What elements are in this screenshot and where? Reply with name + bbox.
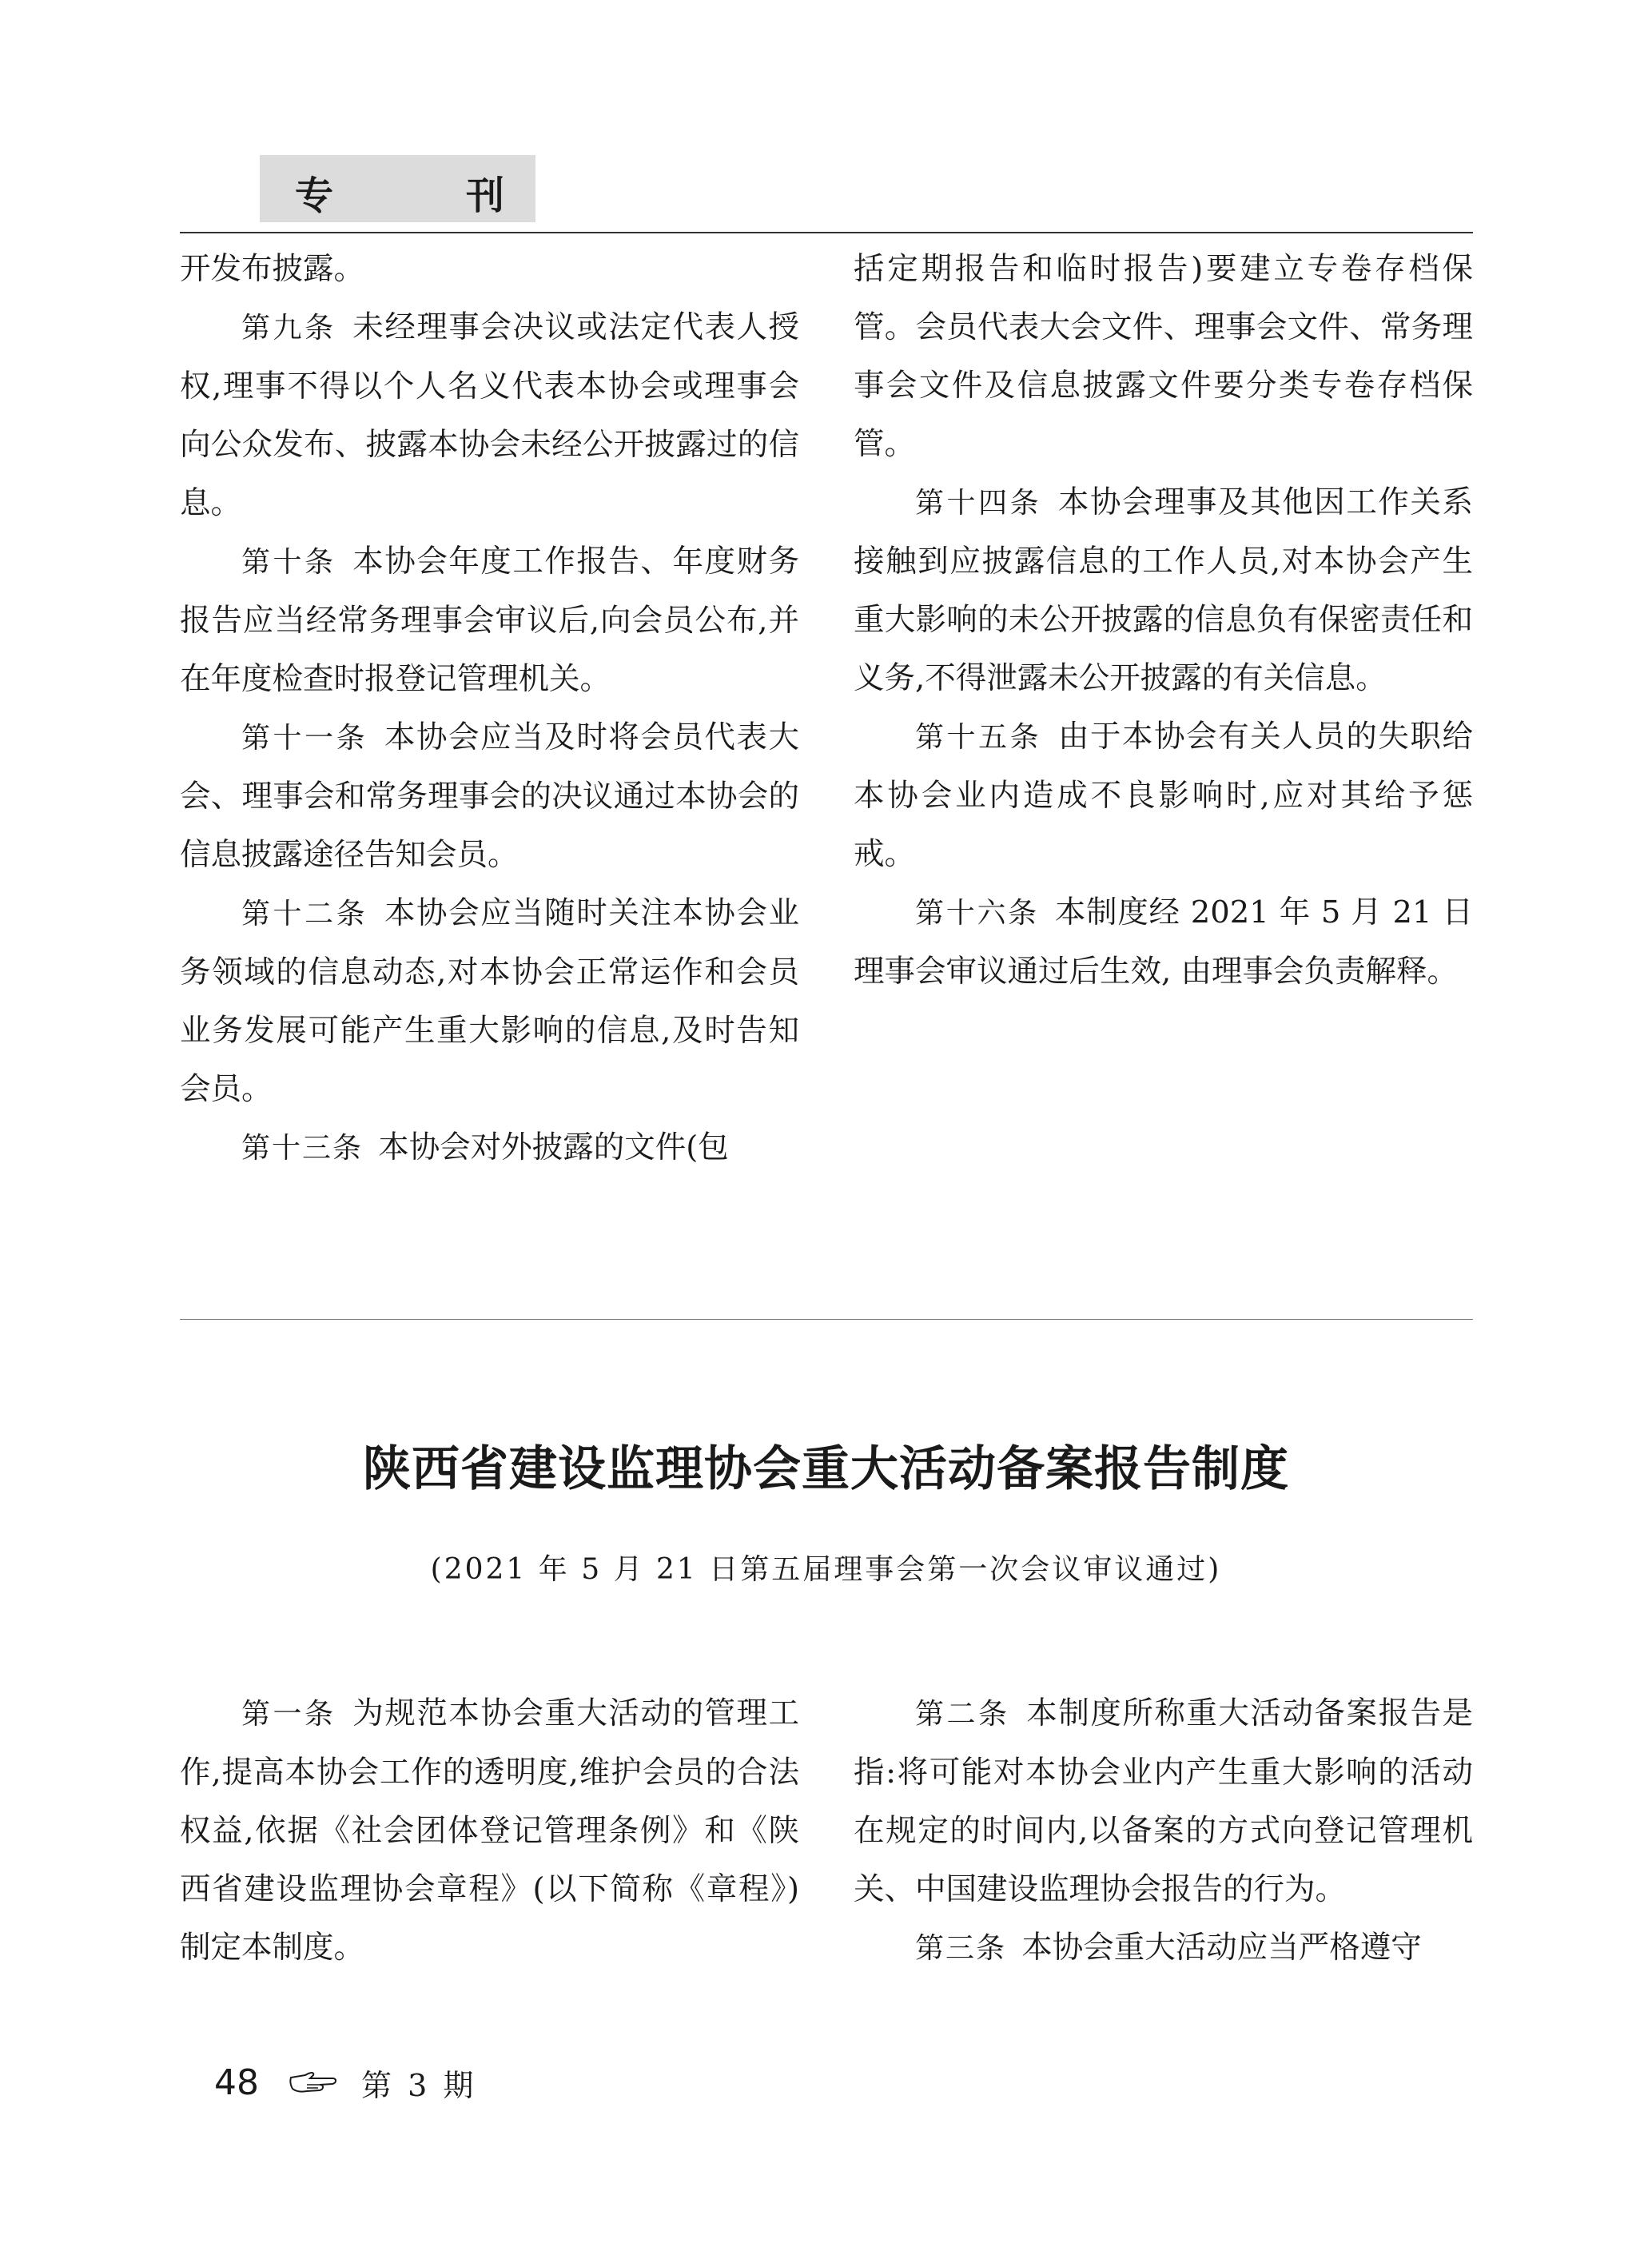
paragraph-text: 本协会应当随时关注本协会业务领域的信息动态,对本协会正常运作和会员业务发展可能产生重大影响的信息,及时告知会员。 (180, 895, 799, 1107)
issue-label: 第 3 期 (361, 2068, 477, 2103)
paragraph (854, 707, 1473, 883)
section1-right-column (854, 240, 1473, 1001)
section-tab-char-1: 专 (295, 173, 334, 218)
article-number: 第十二条 (241, 898, 368, 930)
paragraph (854, 240, 1473, 473)
paragraph (180, 1118, 799, 1177)
section-tab-char-2: 刊 (466, 173, 505, 218)
paragraph-text: 本制度经 2021 年 5 月 21 日理事会审议通过后生效, 由理事会负责解释。 (854, 894, 1473, 990)
section1-left-column (180, 240, 799, 1177)
paragraph-text: 括定期报告和临时报告)要建立专卷存档保管。会员代表大会文件、理事会文件、常务理事会文件及信息披露文件要分类专卷存档保管。 (854, 251, 1473, 462)
paragraph (854, 1684, 1473, 1918)
paragraph (180, 532, 799, 708)
section-divider (180, 1319, 1473, 1320)
article-number: 第一条 (241, 1698, 336, 1731)
article-number: 第十条 (241, 546, 336, 579)
article-number: 第十一条 (241, 722, 368, 755)
paragraph (854, 883, 1473, 1001)
page-footer (214, 2061, 476, 2105)
paragraph (180, 240, 799, 298)
article-number: 第九条 (241, 312, 336, 345)
article-number: 第二条 (915, 1698, 1010, 1731)
paragraph (854, 473, 1473, 707)
paragraph (854, 1918, 1473, 1978)
paragraph-text: 本协会重大活动应当严格遵守 (1021, 1930, 1422, 1966)
article-number: 第十五条 (915, 721, 1042, 754)
paragraph (180, 708, 799, 884)
paragraph-text: 开发布披露。 (180, 251, 365, 287)
article-number: 第十三条 (241, 1132, 364, 1165)
section-tab (260, 155, 535, 222)
paragraph-text: 为规范本协会重大活动的管理工作,提高本协会工作的透明度,维护会员的合法权益,依据《社会团体登记管理条例》和《陕西省建设监理协会章程》(以下简称《章程》)制定本制度。 (180, 1695, 799, 1966)
paragraph-text: 本制度所称重大活动备案报告是指:将可能对本协会业内产生重大影响的活动在规定的时间内,以备案的方式向登记管理机关、中国建设监理协会报告的行为。 (854, 1695, 1473, 1907)
section2-right-column (854, 1684, 1473, 1978)
paragraph-text: 本协会理事及其他因工作关系接触到应披露信息的工作人员,对本协会产生重大影响的未公开披露的信息负有保密责任和义务,不得泄露未公开披露的有关信息。 (854, 484, 1473, 696)
page-number: 48 (214, 2062, 259, 2103)
paragraph-text: 未经理事会决议或法定代表人授权,理事不得以个人名义代表本协会或理事会向公众发布、披露本协会未经公开披露过的信息。 (180, 309, 799, 521)
paragraph-text: 由于本协会有关人员的失职给本协会业内造成不良影响时,应对其给予惩戒。 (854, 719, 1473, 872)
article-number: 第十六条 (915, 897, 1039, 930)
paragraph-text: 本协会对外披露的文件(包 (378, 1129, 729, 1165)
paragraph-text: 本协会年度工作报告、年度财务报告应当经常务理事会审议后,向会员公布,并在年度检查时报登记管理机关。 (180, 544, 799, 697)
paragraph-text: 本协会应当及时将会员代表大会、理事会和常务理事会的决议通过本协会的信息披露途径告知会员。 (180, 719, 799, 873)
paragraph (180, 298, 799, 532)
article-subtitle: (2021 年 5 月 21 日第五届理事会第一次会议审议通过) (430, 1553, 1222, 1586)
pointing-hand-icon (288, 2071, 337, 2095)
article-title: 陕西省建设监理协会重大活动备案报告制度 (363, 1441, 1289, 1497)
article-number: 第三条 (915, 1932, 1007, 1965)
article-number: 第十四条 (915, 487, 1042, 520)
section2-left-column (180, 1684, 799, 1977)
header-rule (180, 232, 1473, 233)
paragraph (180, 884, 799, 1118)
paragraph (180, 1684, 799, 1977)
